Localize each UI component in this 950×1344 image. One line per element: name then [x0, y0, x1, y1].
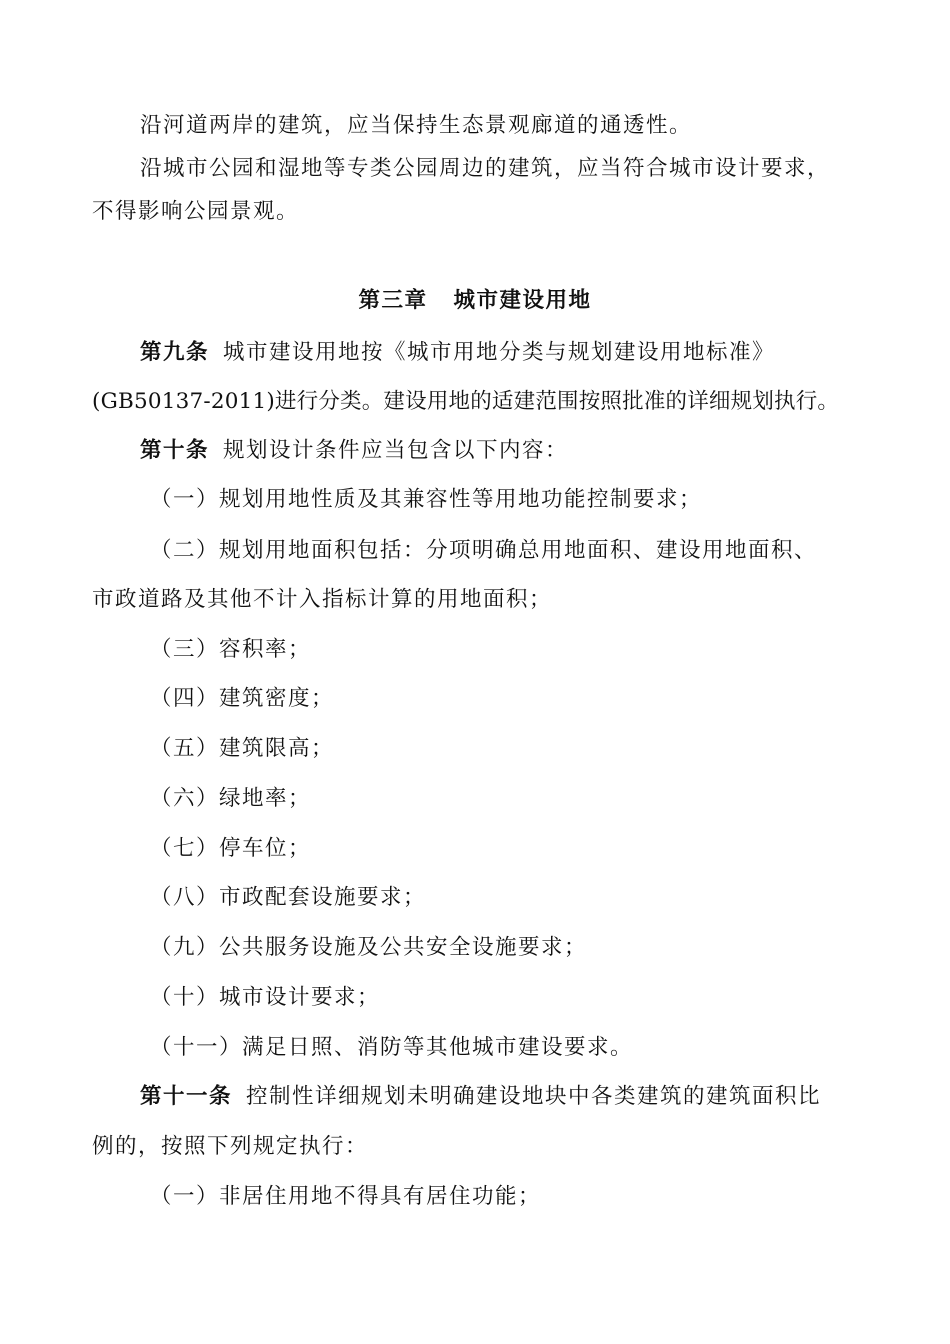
article-10-intro: 规划设计条件应当包含以下内容：: [223, 438, 569, 463]
article-11-text-line2: 例的，按照下列规定执行：: [92, 1134, 369, 1159]
article-11-text-line1: 控制性详细规划未明确建设地块中各类建筑的建筑面积比: [246, 1084, 822, 1109]
article-10-item-1: （一）规划用地性质及其兼容性等用地功能控制要求；: [150, 487, 703, 512]
article-10-item-9: （九）公共服务设施及公共安全设施要求；: [150, 935, 588, 960]
article-9-line1: [140, 338, 930, 368]
chapter-title: 城市建设用地: [453, 288, 592, 313]
chapter-number: 第三章: [358, 288, 428, 313]
article-10-item-6: （六）绿地率；: [150, 786, 312, 811]
article-9-text-line2: (GB50137-2011)进行分类。建设用地的适建范围按照批准的详细规划执行。: [92, 389, 840, 414]
article-10-item-2: （二）规划用地面积包括：分项明确总用地面积、建设用地面积、: [150, 538, 818, 563]
paragraph-park-buildings-line2: 不得影响公园景观。: [92, 199, 300, 224]
article-9-label: 第九条: [140, 340, 210, 365]
article-10-item-3: （三）容积率；: [150, 637, 312, 662]
article-11-label: 第十一条: [140, 1084, 233, 1109]
article-10-item-2-cont: 市政道路及其他不计入指标计算的用地面积；: [92, 587, 553, 612]
article-10-item-11: （十一）满足日照、消防等其他城市建设要求。: [150, 1035, 634, 1060]
article-10-item-4: （四）建筑密度；: [150, 686, 335, 711]
article-10-label: 第十条: [140, 438, 210, 463]
article-9-text-line1: 城市建设用地按《城市用地分类与规划建设用地标准》: [223, 340, 776, 365]
article-10-item-5: （五）建筑限高；: [150, 736, 335, 761]
article-10-item-7: （七）停车位；: [150, 836, 312, 861]
paragraph-park-buildings-line1: 沿城市公园和湿地等专类公园周边的建筑，应当符合城市设计要求，: [140, 156, 831, 181]
article-10-item-10: （十）城市设计要求；: [150, 985, 381, 1010]
article-11-item-1: （一）非居住用地不得具有居住功能；: [150, 1184, 542, 1209]
article-10-item-8: （八）市政配套设施要求；: [150, 885, 427, 910]
chapter-heading: [0, 286, 950, 316]
article-10-intro-line: [140, 436, 930, 466]
article-11-line1: [140, 1082, 930, 1112]
paragraph-river-buildings: 沿河道两岸的建筑，应当保持生态景观廊道的通透性。: [140, 113, 693, 138]
